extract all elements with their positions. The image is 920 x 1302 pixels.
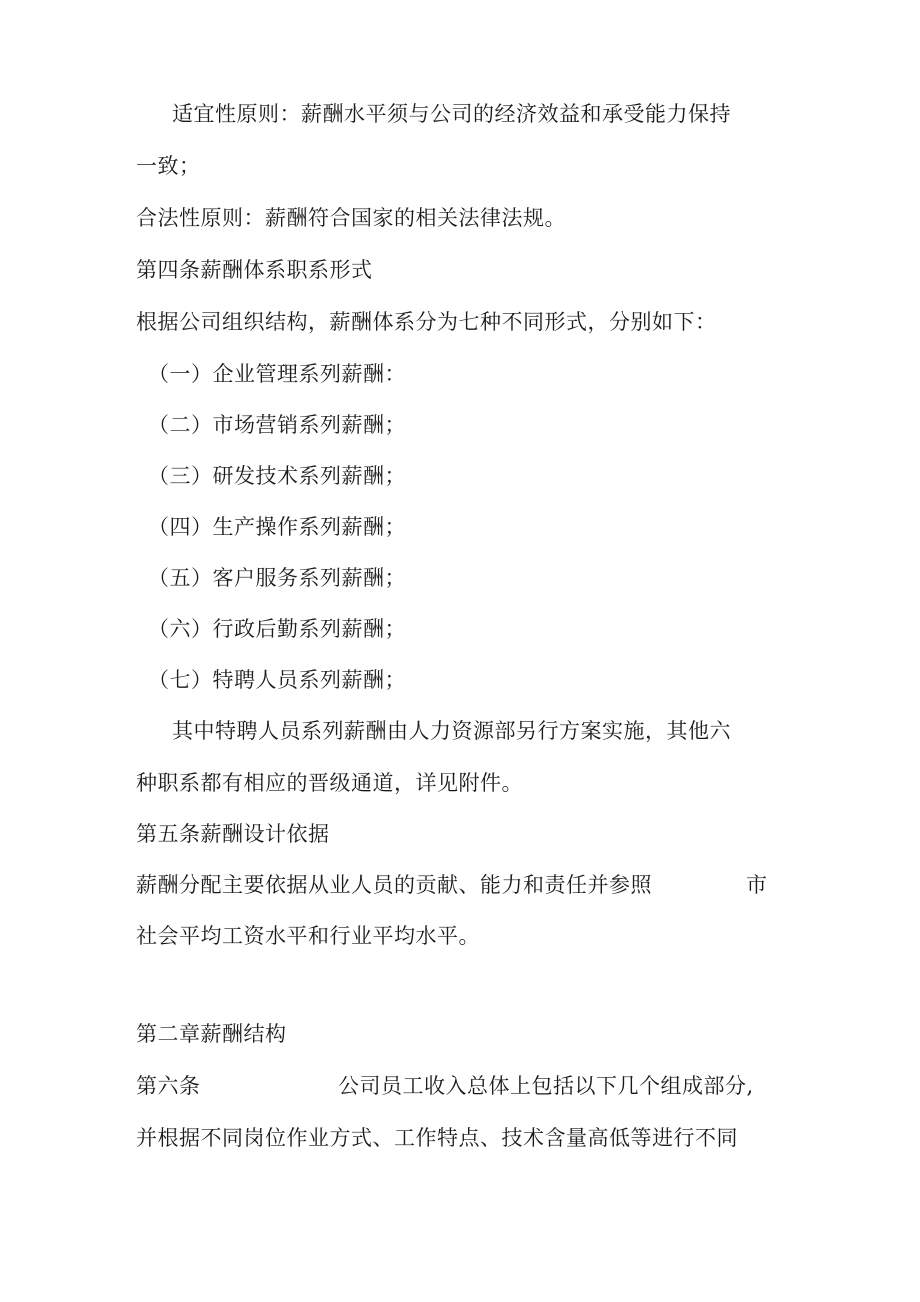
paragraph-design-basis: 薪酬分配主要依据从业人员的贡献、能力和责任并参照 — [136, 873, 652, 897]
article-5-heading: 第五条薪酬设计依据 — [136, 822, 330, 846]
paragraph-income-components-cont: 并根据不同岗位作业方式、工作特点、技术含量高低等进行不同 — [136, 1126, 738, 1150]
list-item-3: （三）研发技术系列薪酬； — [148, 464, 406, 488]
article-6-label: 第六条 — [136, 1074, 201, 1098]
paragraph-salary-system-intro: 根据公司组织结构，薪酬体系分为七种不同形式，分别如下： — [136, 310, 717, 334]
paragraph-suitability-principle: 适宜性原则：薪酬水平须与公司的经济效益和承受能力保持 — [172, 102, 731, 126]
paragraph-special-staff: 其中特聘人员系列薪酬由人力资源部另行方案实施，其他六 — [172, 719, 731, 743]
paragraph-suitability-principle-cont: 一致； — [136, 154, 201, 178]
list-item-7: （七）特聘人员系列薪酬； — [148, 668, 406, 692]
list-item-2: （二）市场营销系列薪酬； — [148, 413, 406, 437]
chapter-2-heading: 第二章薪酬结构 — [136, 1022, 287, 1046]
paragraph-design-basis-city: 市 — [746, 873, 768, 897]
list-item-4: （四）生产操作系列薪酬； — [148, 515, 406, 539]
paragraph-legality-principle: 合法性原则：薪酬符合国家的相关法律法规。 — [136, 206, 566, 230]
list-item-6: （六）行政后勤系列薪酬； — [148, 617, 406, 641]
list-item-5: （五）客户服务系列薪酬； — [148, 566, 406, 590]
list-item-1: （一）企业管理系列薪酬： — [148, 362, 406, 386]
paragraph-design-basis-cont: 社会平均工资水平和行业平均水平。 — [136, 924, 480, 948]
paragraph-special-staff-cont: 种职系都有相应的晋级通道，详见附件。 — [136, 771, 523, 795]
paragraph-income-components: 公司员工收入总体上包括以下几个组成部分, — [338, 1074, 754, 1098]
article-4-heading: 第四条薪酬体系职系形式 — [136, 258, 373, 282]
